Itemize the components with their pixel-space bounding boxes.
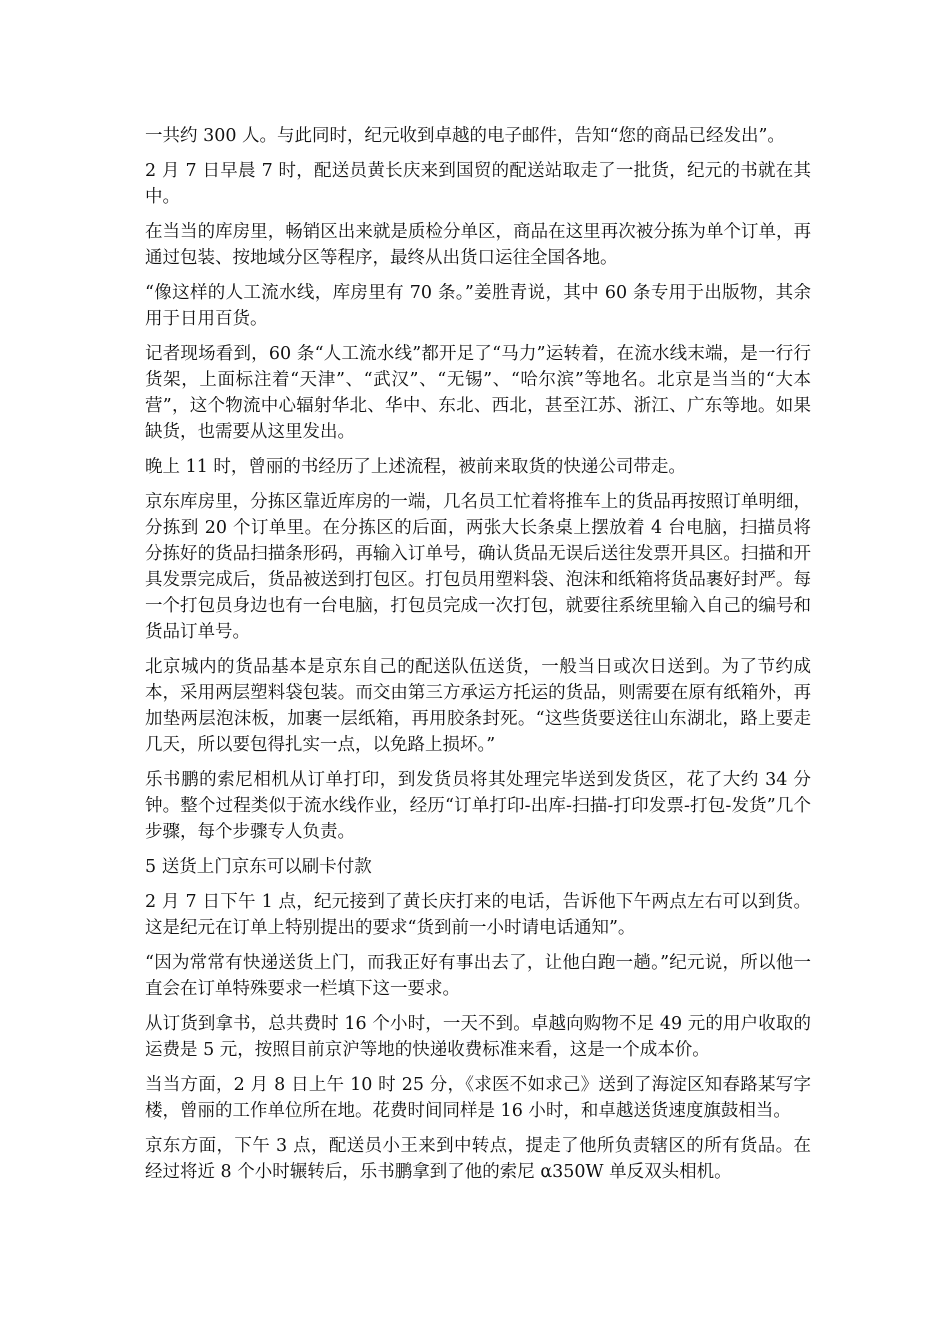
paragraph: 晚上 11 时，曾丽的书经历了上述流程，被前来取货的快递公司带走。 <box>145 457 686 477</box>
article-body <box>145 123 811 1194</box>
paragraph: 一共约 300 人。与此同时，纪元收到卓越的电子邮件，告知“您的商品已经发出”。 <box>145 126 785 146</box>
section-heading: 5 送货上门京东可以刷卡付款 <box>145 857 372 877</box>
paragraph: 北京城内的货品基本是京东自己的配送队伍送货，一般当日或次日送到。为了节约成本，采用两层塑料袋包装。而交由第三方承运方托运的货品，则需要在原有纸箱外，再加垫两层泡沫板，加裹一层纸箱，再用胶条封死。“这些货要送往山东湖北，路上要走几天，所以要包得扎实一点，以免路上损坏。” <box>145 657 811 755</box>
paragraph: 京东库房里，分拣区靠近库房的一端，几名员工忙着将推车上的货品再按照订单明细，分拣到 20 个订单里。在分拣区的后面，两张大长条桌上摆放着 4 台电脑，扫描员将分拣好的货品扫描条形码，再输入订单号，确认货品无误后送往发票开具区。扫描和开具发票完成后，货品被送到打包区。打包员用塑料袋、泡沫和纸箱将货品裹好封严。每一个打包员身边也有一台电脑，打包员完成一次打包，就要往系统里输入自己的编号和货品订单号。 <box>145 492 811 642</box>
paragraph: 2 月 7 日下午 1 点，纪元接到了黄长庆打来的电话，告诉他下午两点左右可以到货。这是纪元在订单上特别提出的要求“货到前一小时请电话通知”。 <box>145 892 811 938</box>
paragraph: 记者现场看到，60 条“人工流水线”都开足了“马力”运转着，在流水线末端，是一行行货架，上面标注着“天津”、“武汉”、“无锡”、“哈尔滨”等地名。北京是当当的“大本营”，这个物流中心辐射华北、华中、东北、西北，甚至江苏、浙江、广东等地。如果缺货，也需要从这里发出。 <box>145 344 811 442</box>
paragraph: 当当方面，2 月 8 日上午 10 时 25 分，《求医不如求己》送到了海淀区知春路某写字楼，曾丽的工作单位所在地。花费时间同样是 16 小时，和卓越送货速度旗鼓相当。 <box>145 1075 811 1121</box>
paragraph: 2 月 7 日早晨 7 时，配送员黄长庆来到国贸的配送站取走了一批货，纪元的书就在其中。 <box>145 161 811 207</box>
paragraph: “因为常常有快递送货上门，而我正好有事出去了，让他白跑一趟。”纪元说，所以他一直会在订单特殊要求一栏填下这一要求。 <box>145 953 811 999</box>
paragraph: 从订货到拿书，总共费时 16 个小时，一天不到。卓越向购物不足 49 元的用户收取的运费是 5 元，按照目前京沪等地的快递收费标准来看，这是一个成本价。 <box>145 1014 811 1060</box>
paragraph: 在当当的库房里，畅销区出来就是质检分单区，商品在这里再次被分拣为单个订单，再通过包装、按地域分区等程序，最终从出货口运往全国各地。 <box>145 222 811 268</box>
paragraph: 乐书鹏的索尼相机从订单打印，到发货员将其处理完毕送到发货区，花了大约 34 分钟。整个过程类似于流水线作业，经历“订单打印-出库-扫描-打印发票-打包-发货”几个步骤，每个步骤专人负责。 <box>145 770 811 842</box>
paragraph: 京东方面，下午 3 点，配送员小王来到中转点，提走了他所负责辖区的所有货品。在经过将近 8 个小时辗转后，乐书鹏拿到了他的索尼 α350W 单反双头相机。 <box>145 1136 811 1182</box>
paragraph: “像这样的人工流水线，库房里有 70 条。”姜胜青说，其中 60 条专用于出版物，其余用于日用百货。 <box>145 283 811 329</box>
